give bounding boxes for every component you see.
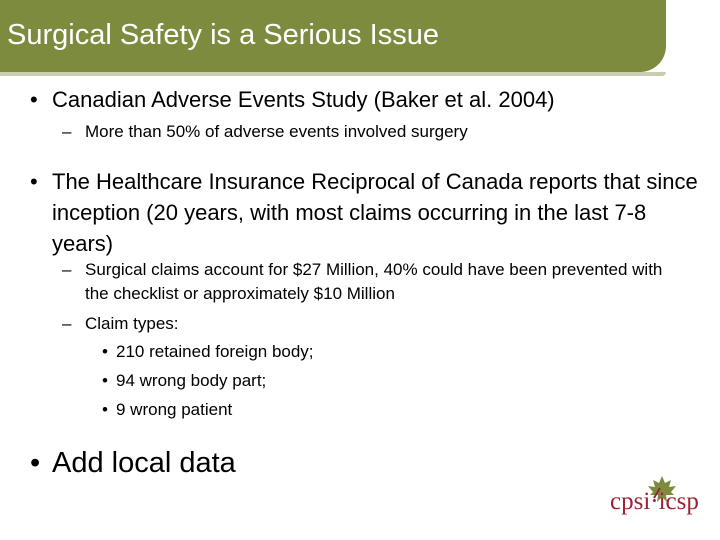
slide-title: Surgical Safety is a Serious Issue bbox=[7, 19, 439, 51]
claim-item-3-text: 9 wrong patient bbox=[116, 400, 233, 419]
claim-item-2-text: 94 wrong body part; bbox=[116, 371, 267, 390]
cpsi-icsp-logo bbox=[610, 474, 710, 522]
bullet-dot: • bbox=[30, 87, 38, 112]
dash-marker: – bbox=[62, 122, 72, 141]
claim-item-1-text: 210 retained foreign body; bbox=[116, 342, 314, 361]
bullet-dot: • bbox=[30, 447, 41, 479]
bullet-dot: • bbox=[102, 371, 108, 390]
title-bar bbox=[0, 0, 666, 72]
sub-bullet-2-1-text: Surgical claims account for $27 Million, 40% could have been prevented with the checklist or approximately $10 Million bbox=[85, 260, 663, 303]
dash-marker: – bbox=[62, 314, 72, 333]
bullet-dot: • bbox=[102, 342, 108, 361]
dash-marker: – bbox=[62, 260, 72, 279]
logo-text: cpsi·icsp bbox=[610, 488, 699, 515]
bullet-2-text: The Healthcare Insurance Reciprocal of Canada reports that since inception (20 years, with most claims occurring in the last 7-8 years) bbox=[52, 169, 698, 256]
bullet-3-text: Add local data bbox=[52, 447, 236, 479]
bullet-1-text: Canadian Adverse Events Study (Baker et al. 2004) bbox=[52, 87, 555, 112]
bullet-dot: • bbox=[30, 169, 38, 194]
sub-bullet-1-1-text: More than 50% of adverse events involved surgery bbox=[85, 122, 468, 141]
sub-bullet-2-2-text: Claim types: bbox=[85, 314, 179, 333]
bullet-dot: • bbox=[102, 400, 108, 419]
